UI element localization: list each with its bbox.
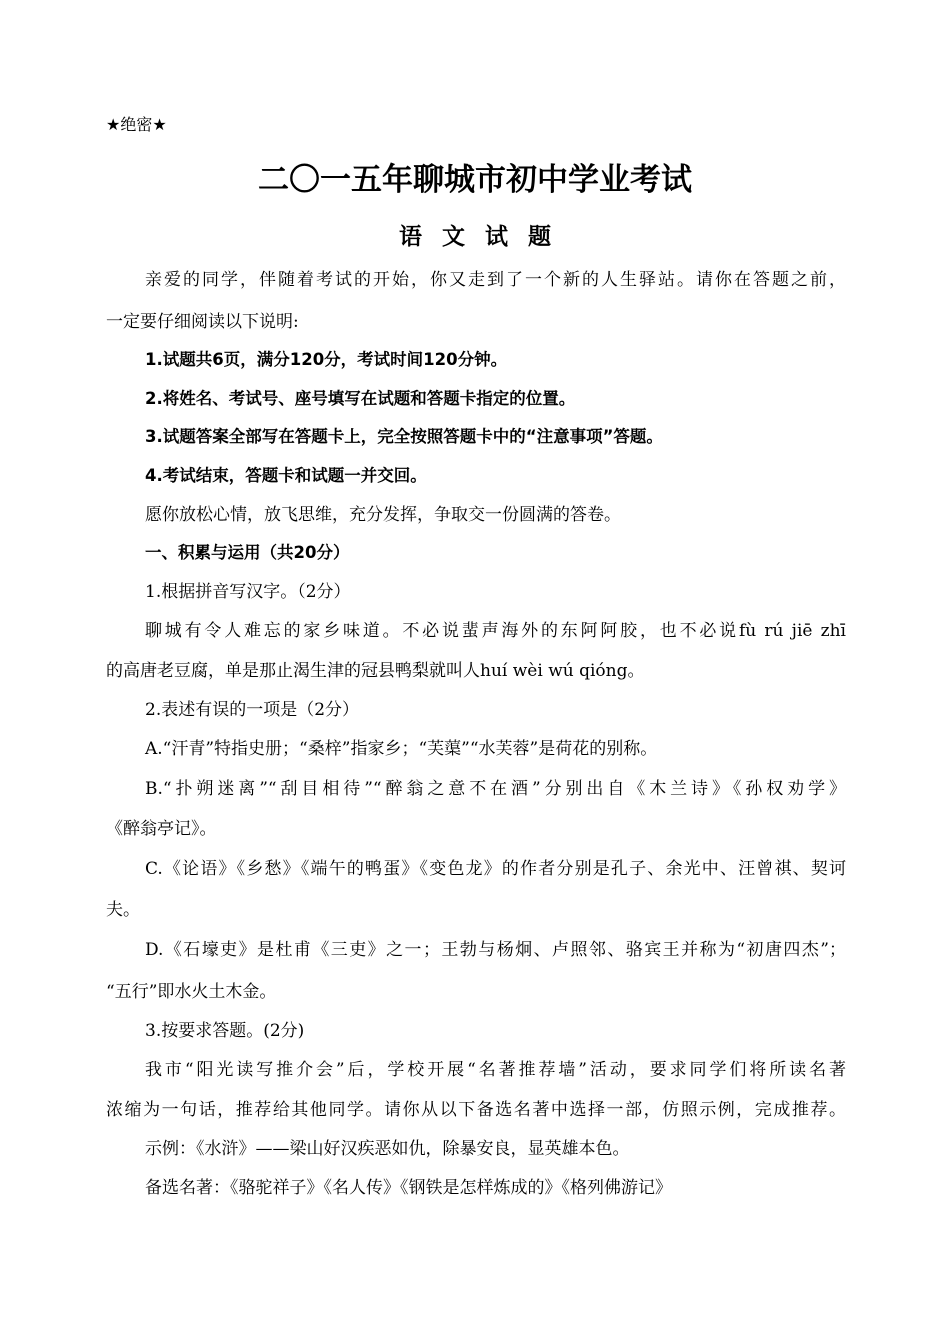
instruction-item-3: 3.试题答案全部写在答题卡上，完全按照答题卡中的“注意事项”答题。 [145,427,663,446]
instruction-item-2: 2.将姓名、考试号、座号填写在试题和答题卡指定的位置。 [145,389,576,408]
question-2-option-c-line-2: 夫。 [106,900,140,920]
instruction-item-4: 4.考试结束，答题卡和试题一并交回。 [145,466,427,485]
question-3-line-1: 我市“阳光读写推介会”后，学校开展“名著推荐墙”活动，要求同学们将所读名著 [145,1060,846,1080]
question-3-candidates: 备选名著：《骆驼祥子》《名人传》《钢铁是怎样炼成的》《格列佛游记》 [145,1178,672,1198]
intro-line-1: 亲爱的同学，伴随着考试的开始，你又走到了一个新的人生驿站。请你在答题之前， [145,270,846,290]
question-1-stem: 1.根据拼音写汉字。（2分） [145,582,351,602]
question-2-stem: 2.表述有误的一项是（2分） [145,700,360,720]
question-1-line-1: 聊城有令人难忘的家乡味道。不必说蜚声海外的东阿阿胶，也不必说fù rú jiē zhī [145,621,846,641]
question-2-option-b-line-1: B.“扑朔迷离”“刮目相待”“醉翁之意不在酒”分别出自《木兰诗》《孙权劝学》 [145,779,846,799]
instruction-item-1: 1.试题共6页，满分120分，考试时间120分钟。 [145,350,508,369]
exam-title: 二〇一五年聊城市初中学业考试 [258,162,692,198]
confidential-label: ★绝密★ [106,115,167,134]
question-1-line-2: 的高唐老豆腐，单是那止渴生津的冠县鸭梨就叫人huí wèi wú qióng。 [106,661,645,681]
question-2-option-c-line-1: C.《论语》《乡愁》《端午的鸭蛋》《变色龙》的作者分别是孔子、余光中、汪曾祺、契诃 [145,859,846,879]
question-2-option-d-line-1: D.《石壕吏》是杜甫《三吏》之一；王勃与杨炯、卢照邻、骆宾王并称为“初唐四杰”； [145,940,846,960]
question-3-stem: 3.按要求答题。(2分) [145,1021,305,1041]
question-2-option-a: A.“汗青”特指史册；“桑梓”指家乡；“芙蕖”“水芙蓉”是荷花的别称。 [145,739,658,759]
exam-subtitle: 语文试题 [399,224,571,250]
question-3-example: 示例：《水浒》——梁山好汉疾恶如仇，除暴安良，显英雄本色。 [145,1139,630,1159]
wish-line: 愿你放松心情，放飞思维，充分发挥，争取交一份圆满的答卷。 [145,505,621,525]
question-3-line-2: 浓缩为一句话，推荐给其他同学。请你从以下备选名著中选择一部，仿照示例，完成推荐。 [106,1100,846,1120]
question-2-option-b-line-2: 《醉翁亭记》。 [106,819,217,839]
intro-line-2: 一定要仔细阅读以下说明: [106,312,299,332]
section-heading: 一、积累与运用（共20分） [145,543,350,562]
question-2-option-d-line-2: “五行”即水火土木金。 [106,982,277,1002]
